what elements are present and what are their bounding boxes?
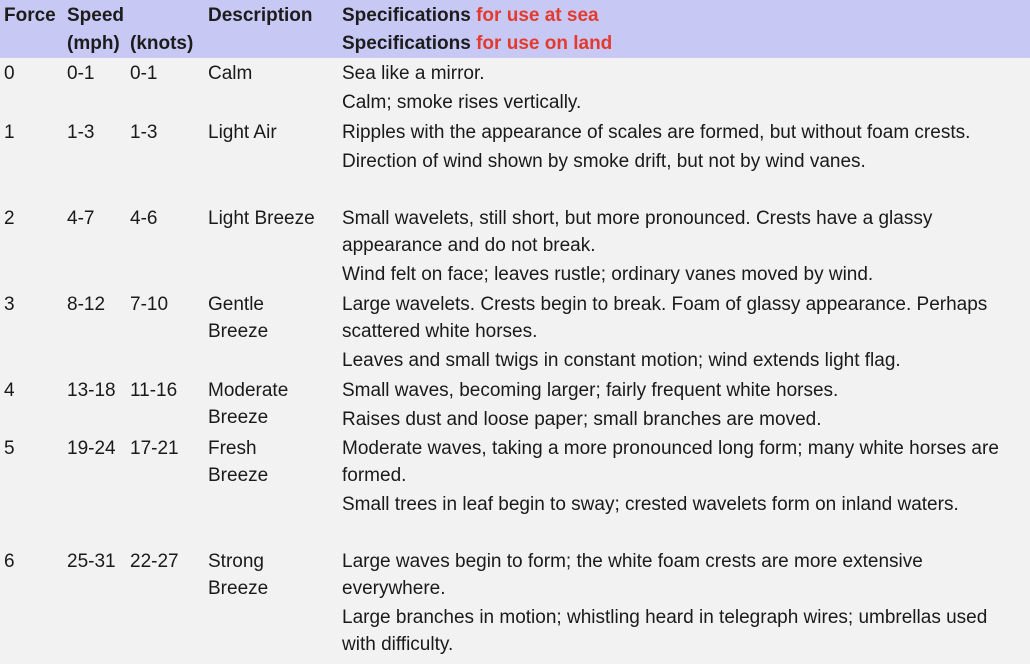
force-cell: 6 — [4, 551, 15, 572]
spec-land-text: Wind felt on face; leaves rustle; ordinary vanes moved by wind. — [342, 264, 874, 285]
table-header — [0, 0, 1030, 58]
header-spec-sea-prefix: Specifications — [342, 5, 471, 26]
speed-mph-cell: 13-18 — [67, 380, 116, 401]
description-cell: Light Breeze — [208, 208, 315, 229]
description-cell: Moderate Breeze — [208, 380, 289, 428]
header-speed: Speed — [67, 5, 125, 26]
force-cell: 0 — [4, 63, 15, 84]
header-description: Description — [208, 5, 313, 26]
spec-cell — [342, 377, 1028, 433]
header-spec-land-prefix: Specifications — [342, 33, 471, 54]
force-cell: 1 — [4, 122, 15, 143]
speed-knots-cell: 1-3 — [130, 122, 158, 143]
spec-land-text: Raises dust and loose paper; small branches are moved. — [342, 409, 822, 430]
description-cell: Fresh Breeze — [208, 438, 269, 486]
speed-knots-cell: 4-6 — [130, 208, 158, 229]
speed-knots-cell: 0-1 — [130, 63, 158, 84]
header-force: Force — [4, 5, 56, 26]
spec-sea-text: Small waves, becoming larger; fairly frequent white horses. — [342, 380, 839, 401]
spec-sea-text: Small wavelets, still short, but more pronounced. Crests have a glassy appearance and do not break. — [342, 208, 933, 256]
description-cell: Calm — [208, 63, 253, 84]
spec-sea-text: Large wavelets. Crests begin to break. Foam of glassy appearance. Perhaps scattered white horses. — [342, 294, 988, 342]
speed-mph-cell: 19-24 — [67, 438, 116, 459]
header-spec-land-suffix: for use on land — [476, 33, 613, 54]
spec-land-text: Calm; smoke rises vertically. — [342, 92, 582, 113]
speed-knots-cell: 22-27 — [130, 551, 179, 572]
spec-land-text: Small trees in leaf begin to sway; crested wavelets form on inland waters. — [342, 494, 959, 515]
header-knots: (knots) — [130, 33, 194, 54]
spec-land-text: Large branches in motion; whistling heard in telegraph wires; umbrellas used with difficulty. — [342, 607, 988, 655]
header-spec-land — [342, 30, 612, 57]
spec-cell — [342, 291, 1012, 374]
header-mph: (mph) — [67, 33, 120, 54]
spec-cell — [342, 435, 1012, 518]
speed-knots-cell: 17-21 — [130, 438, 179, 459]
spec-sea-text: Sea like a mirror. — [342, 63, 485, 84]
force-cell: 4 — [4, 380, 15, 401]
force-cell: 3 — [4, 294, 15, 315]
description-cell: Light Air — [208, 122, 277, 143]
force-cell: 5 — [4, 438, 15, 459]
description-cell: Gentle Breeze — [208, 294, 269, 342]
speed-mph-cell: 0-1 — [67, 63, 95, 84]
spec-cell — [342, 205, 1028, 288]
spec-sea-text: Large waves begin to form; the white foam crests are more extensive everywhere. — [342, 551, 923, 599]
spec-sea-text: Moderate waves, taking a more pronounced long form; many white horses are formed. — [342, 438, 999, 486]
speed-knots-cell: 11-16 — [130, 380, 178, 401]
spec-sea-text: Ripples with the appearance of scales are formed, but without foam crests. — [342, 122, 971, 143]
header-spec-sea-suffix: for use at sea — [476, 5, 599, 26]
spec-land-text: Direction of wind shown by smoke drift, but not by wind vanes. — [342, 151, 866, 172]
table-body — [0, 58, 1030, 664]
speed-mph-cell: 8-12 — [67, 294, 106, 315]
spec-cell — [342, 119, 1012, 175]
speed-mph-cell: 25-31 — [67, 551, 116, 572]
header-spec-sea — [342, 2, 599, 29]
spec-cell — [342, 548, 1022, 658]
speed-mph-cell: 4-7 — [67, 208, 95, 229]
speed-mph-cell: 1-3 — [67, 122, 95, 143]
speed-knots-cell: 7-10 — [130, 294, 169, 315]
description-cell: Strong Breeze — [208, 551, 269, 599]
spec-cell — [342, 60, 1028, 116]
spec-land-text: Leaves and small twigs in constant motion; wind extends light flag. — [342, 350, 901, 371]
force-cell: 2 — [4, 208, 15, 229]
